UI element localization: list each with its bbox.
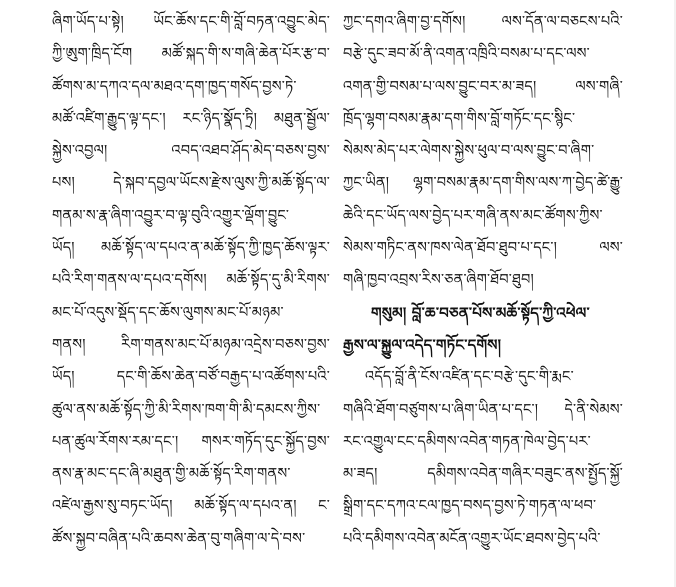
- text-line: ནས་རྣ་མང་དང་ཞི་མཐུན་གྱི་མཆོ་སྟོད་རིག་གནས་: [52, 466, 291, 483]
- text-line: ཁྲོད་ལྷག་བསམ་རྣམ་དག་གིས་བློ་གཏོང་དང་སྙིང་: [343, 110, 576, 127]
- text-line: གནམ་ས་རྣ་ཞིག་འབྱུར་བ་ལྟ་བུའི་འགྱུར་ལྡོག་བྱུང་: [52, 207, 290, 224]
- section-heading: གསུམ། བློ་ཆ་བཅན་པོས་མཆོ་སྟོད་ཀྱི་འཕེལ་: [371, 303, 590, 322]
- text-line: ཆེའི་དང་ཡོད་ལས་བྱེད་པར་གཞི་ནས་མང་ཚོགས་ཀྱིས་: [343, 207, 603, 224]
- text-line: སེམས་མེད་པར་ལེགས་སྐྱེས་ཕུལ་བ་ལས་བྱུང་བ་ཞིག་: [343, 143, 595, 160]
- text-line: པའི་རིག་གནས་ལ་དཔའ་དགོས། མཆོ་སྟོད་དུ་མི་རིགས་: [52, 272, 330, 289]
- text-line: སྐྱེས་འབྱལ། འབད་འཐབ་ཤོད་མེད་བཅས་བྱས་: [52, 143, 330, 160]
- text-line: སྒྲིག་དང་དཀའ་ངལ་ཁྱད་བསད་བྱས་ཏེ་གཏན་ལ་ཕབ་: [343, 498, 597, 515]
- section-heading-continuation: རྒྱས་ལ་སྐྱུལ་འདེད་གཏོང་དགོས།: [343, 335, 502, 354]
- text-line: འཛེལ་རྒྱས་སུ་བཏང་ཡོད། མཆོ་སྟོད་ལ་དཔའ་ན། ང་: [52, 498, 330, 515]
- text-line: ཀྱང་དགའ་ཞིག་བྱ་དགོས། ལས་དོན་ལ་བཅངས་པའི་: [343, 14, 623, 30]
- text-line: ཡོད། མཆོ་སྟོད་ལ་དཔའ་ན་མཆོ་སྟོད་ཀྱི་ཁྱད་ཆོས་ལྟར་: [52, 240, 330, 257]
- text-line: གཞིའི་ཐོག་བཙུགས་པ་ཞིག་ཡིན་པ་དང་། དེ་ནི་སེམས་: [343, 401, 623, 418]
- text-line: པན་ཚུལ་རོགས་རམ་དང་། གསར་གཏོད་དུང་སྐྱོད་བྱས་: [52, 433, 330, 450]
- text-line: བརྩེ་དུང་ཟབ་མོ་ནི་འགན་འཁྲིའི་བསམ་པ་དང་ལས་: [343, 46, 590, 63]
- text-line: རང་འགྱུལ་ངང་དམིགས་འབེན་གཏན་ཁེལ་བྱེད་པར་: [343, 433, 591, 450]
- text-line: ཡོད། དང་གི་ཆོས་ཆེན་བཙོ་བརྒྱད་པ་འཚོགས་པའི་: [52, 369, 330, 386]
- text-line: ཚོས་སྐྱབ་བཞིན་པའི་ཆབས་ཆེན་བུ་གཞིག་ལ་དེ་བས་: [52, 530, 306, 547]
- text-line: གནས། རིག་གནས་མང་པོ་མཉམ་འདྲེས་བཅས་བྱས་: [52, 336, 330, 353]
- text-line: ཀྱང་ཡིན། ལྷག་བསམ་རྣམ་དག་གིས་ལས་ཀ་བྱེད་ཚེ་རྒྱུ་: [343, 175, 623, 192]
- text-line: ཚོགས་མ་དཀའ་དལ་མཐའ་དག་ཁྱད་གསོད་བྱས་ཏེ་: [52, 78, 297, 95]
- paragraph-last-line: གཞི་ཁྱབ་འབྲས་རིས་ཅན་ཞིག་ཐོབ་ཐུབ།: [343, 272, 534, 289]
- text-line: སེམས་གཏིང་ནས་ཁས་ལེན་ཐོབ་ཐུབ་པ་དང་། ལས་: [343, 240, 623, 257]
- text-line: མང་པོ་འདུས་སྡོད་དང་ཆོས་ལུགས་མང་པོ་མཉམ་: [52, 304, 284, 321]
- right-column: [343, 6, 623, 555]
- left-column: [52, 6, 330, 555]
- text-line: པའི་དམིགས་འབེན་མངོན་འགྱུར་ཡོང་ཐབས་བྱེད་པའི་: [343, 530, 601, 547]
- text-line: མཚོ་འཛིག་རྒྱུད་ལྟ་དང་། རང་ཉིད་སྣོད་ཏྲི། མཐུན་སྦྱོལ་: [52, 110, 330, 127]
- text-line: ཚུལ་ནས་མཆོ་སྟོད་ཀྱི་མི་རིགས་ཁག་གི་མི་དམངས་ཀྱིས་: [52, 401, 321, 418]
- text-line: པས། དེ་སྐབ་དབྱལ་ཡོངས་རྫེས་ལུས་ཀྱི་མཆོ་སྟོད་ལ་: [52, 175, 330, 192]
- text-line: འགན་གྱི་བསམ་པ་ལས་བྱུང་བར་མ་ཟད། ལས་གཞི་: [343, 78, 623, 95]
- text-line: ཞིག་ཡོད་པ་སྟེ། ཡོང་ཆོས་དང་གི་བློ་བཏན་འབྱུང་མེད་: [52, 14, 330, 30]
- text-line: མ་ཟད། དམིགས་འབེན་གཞིར་བཟུང་ནས་སྤྱོད་སྐྱོ་: [343, 466, 623, 483]
- text-line: ཀྱི་ཨུག་ཁྲིད་ངོག མཚོ་སྐད་གི་ས་གཞི་ཆེན་པོར་རྩ་བ་: [52, 46, 330, 63]
- paragraph-first-line: འདོད་བློ་ནི་ངོས་འཛིན་དང་བརྩེ་དུང་གི་རྨང་: [365, 369, 574, 386]
